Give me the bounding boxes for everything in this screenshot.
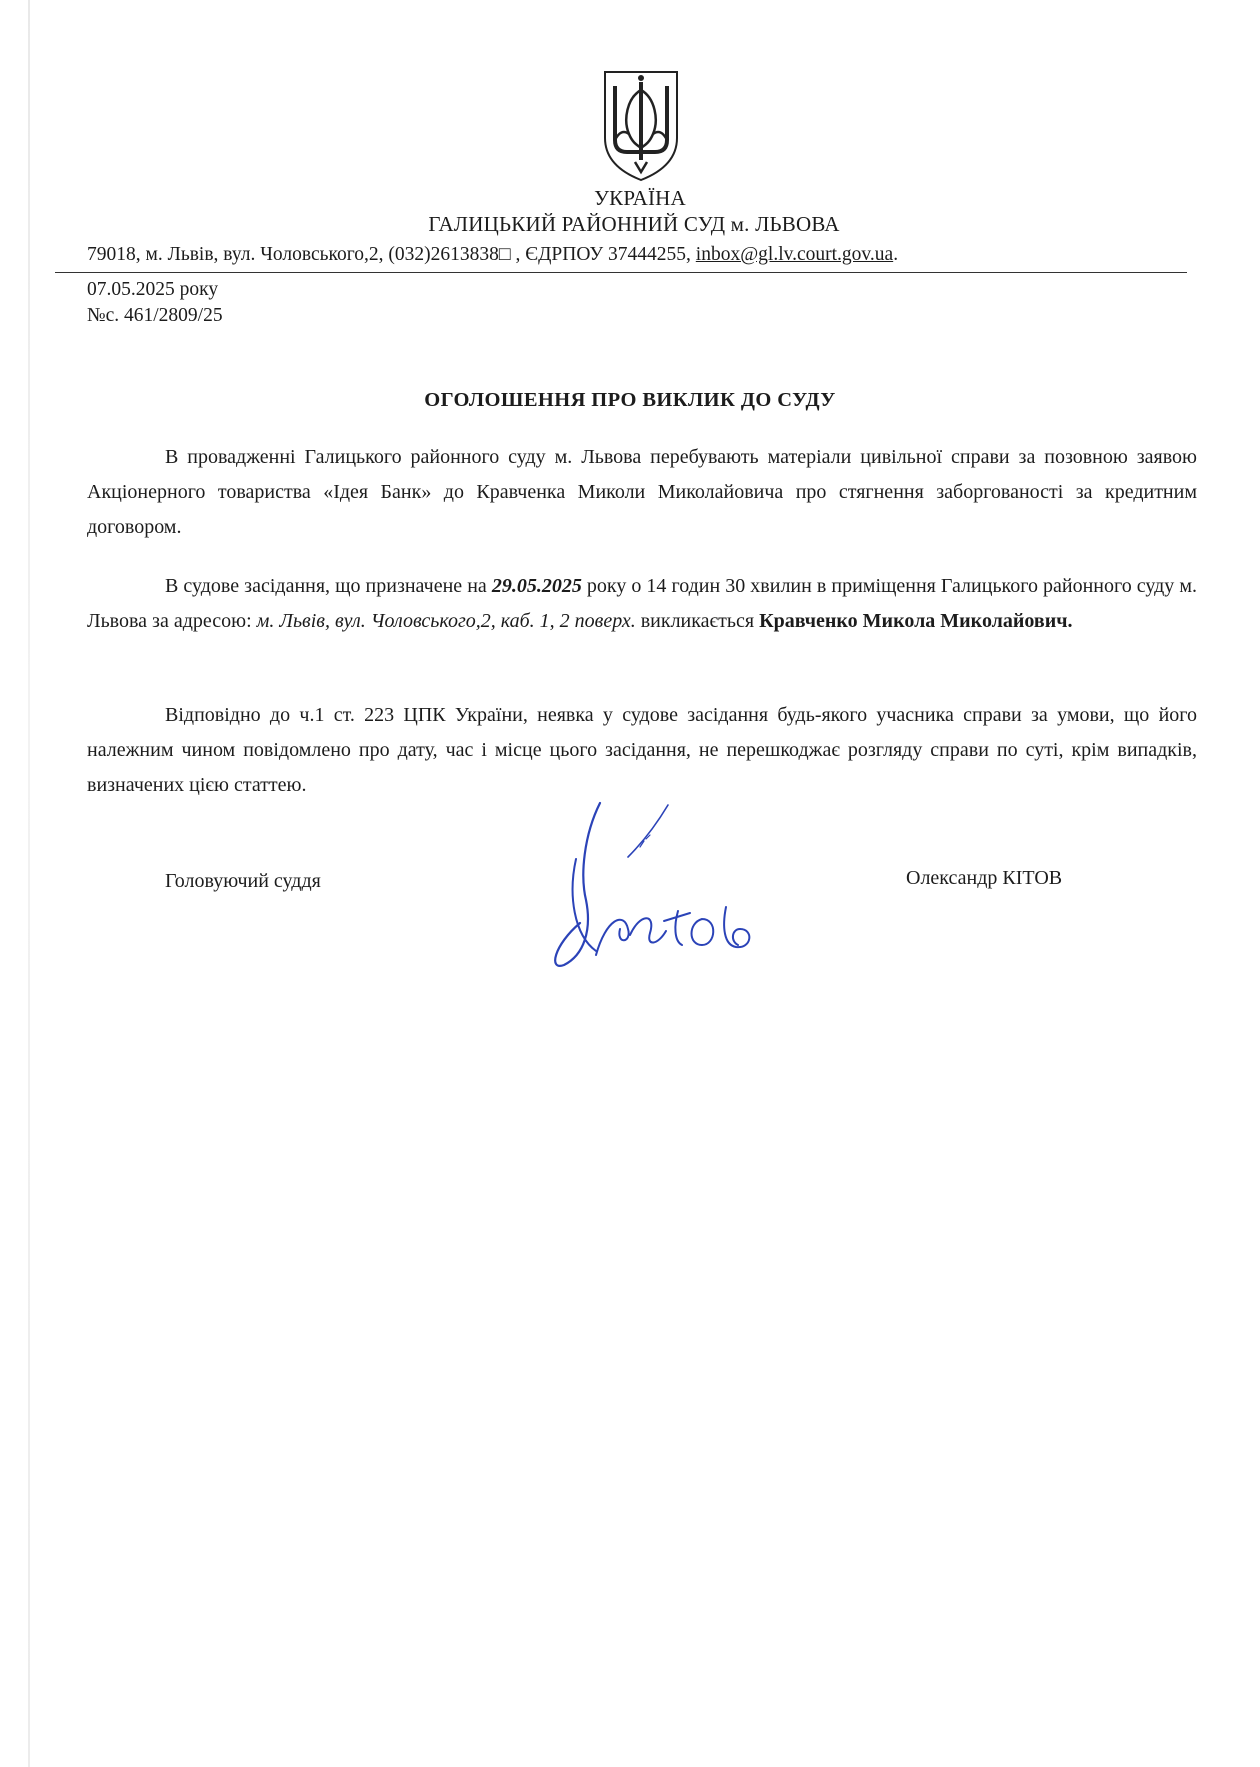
court-contacts (87, 244, 1187, 266)
paragraph-legal-basis: Відповідно до ч.1 ст. 223 ЦПК України, неявка у судове засідання будь-якого учасника справи за умови, що його належним чином повідомлено про дату, час і місце цього засідання, не перешкоджає розгляду справи по суті, крім випадків, визначених цією статтею. (87, 704, 1197, 796)
court-email-link[interactable]: inbox@gl.lv.court.gov.ua (695, 244, 894, 265)
paragraph-proceedings: В провадженні Галицького районного суду м. Львова перебувають матеріали цивільної справи за позовною заявою Акціонерного товариства «Ідея Банк» до Кравченка Миколи Миколайовича про стягнення заборгованості за кредитним договором. (87, 446, 1197, 538)
case-number: №с. 461/2809/25 (87, 305, 223, 326)
document-date: 07.05.2025 року (87, 279, 219, 300)
contacts-trailing: . (893, 244, 899, 265)
hearing-tail: викликається (635, 610, 760, 632)
page-edge (28, 0, 30, 1767)
document-title: ОГОЛОШЕННЯ ПРО ВИКЛИК ДО СУДУ (424, 389, 836, 411)
court-name: ГАЛИЦЬКИЙ РАЙОННИЙ СУД м. ЛЬВОВА (428, 212, 840, 236)
handwritten-signature (540, 795, 780, 980)
hearing-date: 29.05.2025 (491, 575, 582, 597)
summoned-person: Кравченко Микола Миколайович. (759, 610, 1073, 632)
hearing-mid: року о 14 годин 30 хвилин в приміщення Галицького районного суду м. Львова за адресою: (87, 575, 1197, 632)
judge-role: Головуючий суддя (165, 870, 321, 892)
paragraph-hearing (87, 569, 1197, 639)
header-divider (55, 272, 1187, 273)
coat-of-arms-icon (597, 68, 685, 184)
hearing-address: м. Львів, вул. Чоловського,2, каб. 1, 2 поверх. (256, 610, 636, 632)
hearing-lead: В судове засідання, що призначене на (165, 575, 492, 597)
judge-name: Олександр КІТОВ (906, 867, 1063, 889)
court-address: 79018, м. Львів, вул. Чоловського,2, (032)2613838□ , ЄДРПОУ 37444255, (87, 244, 691, 265)
country-name: УКРАЇНА (594, 186, 686, 210)
